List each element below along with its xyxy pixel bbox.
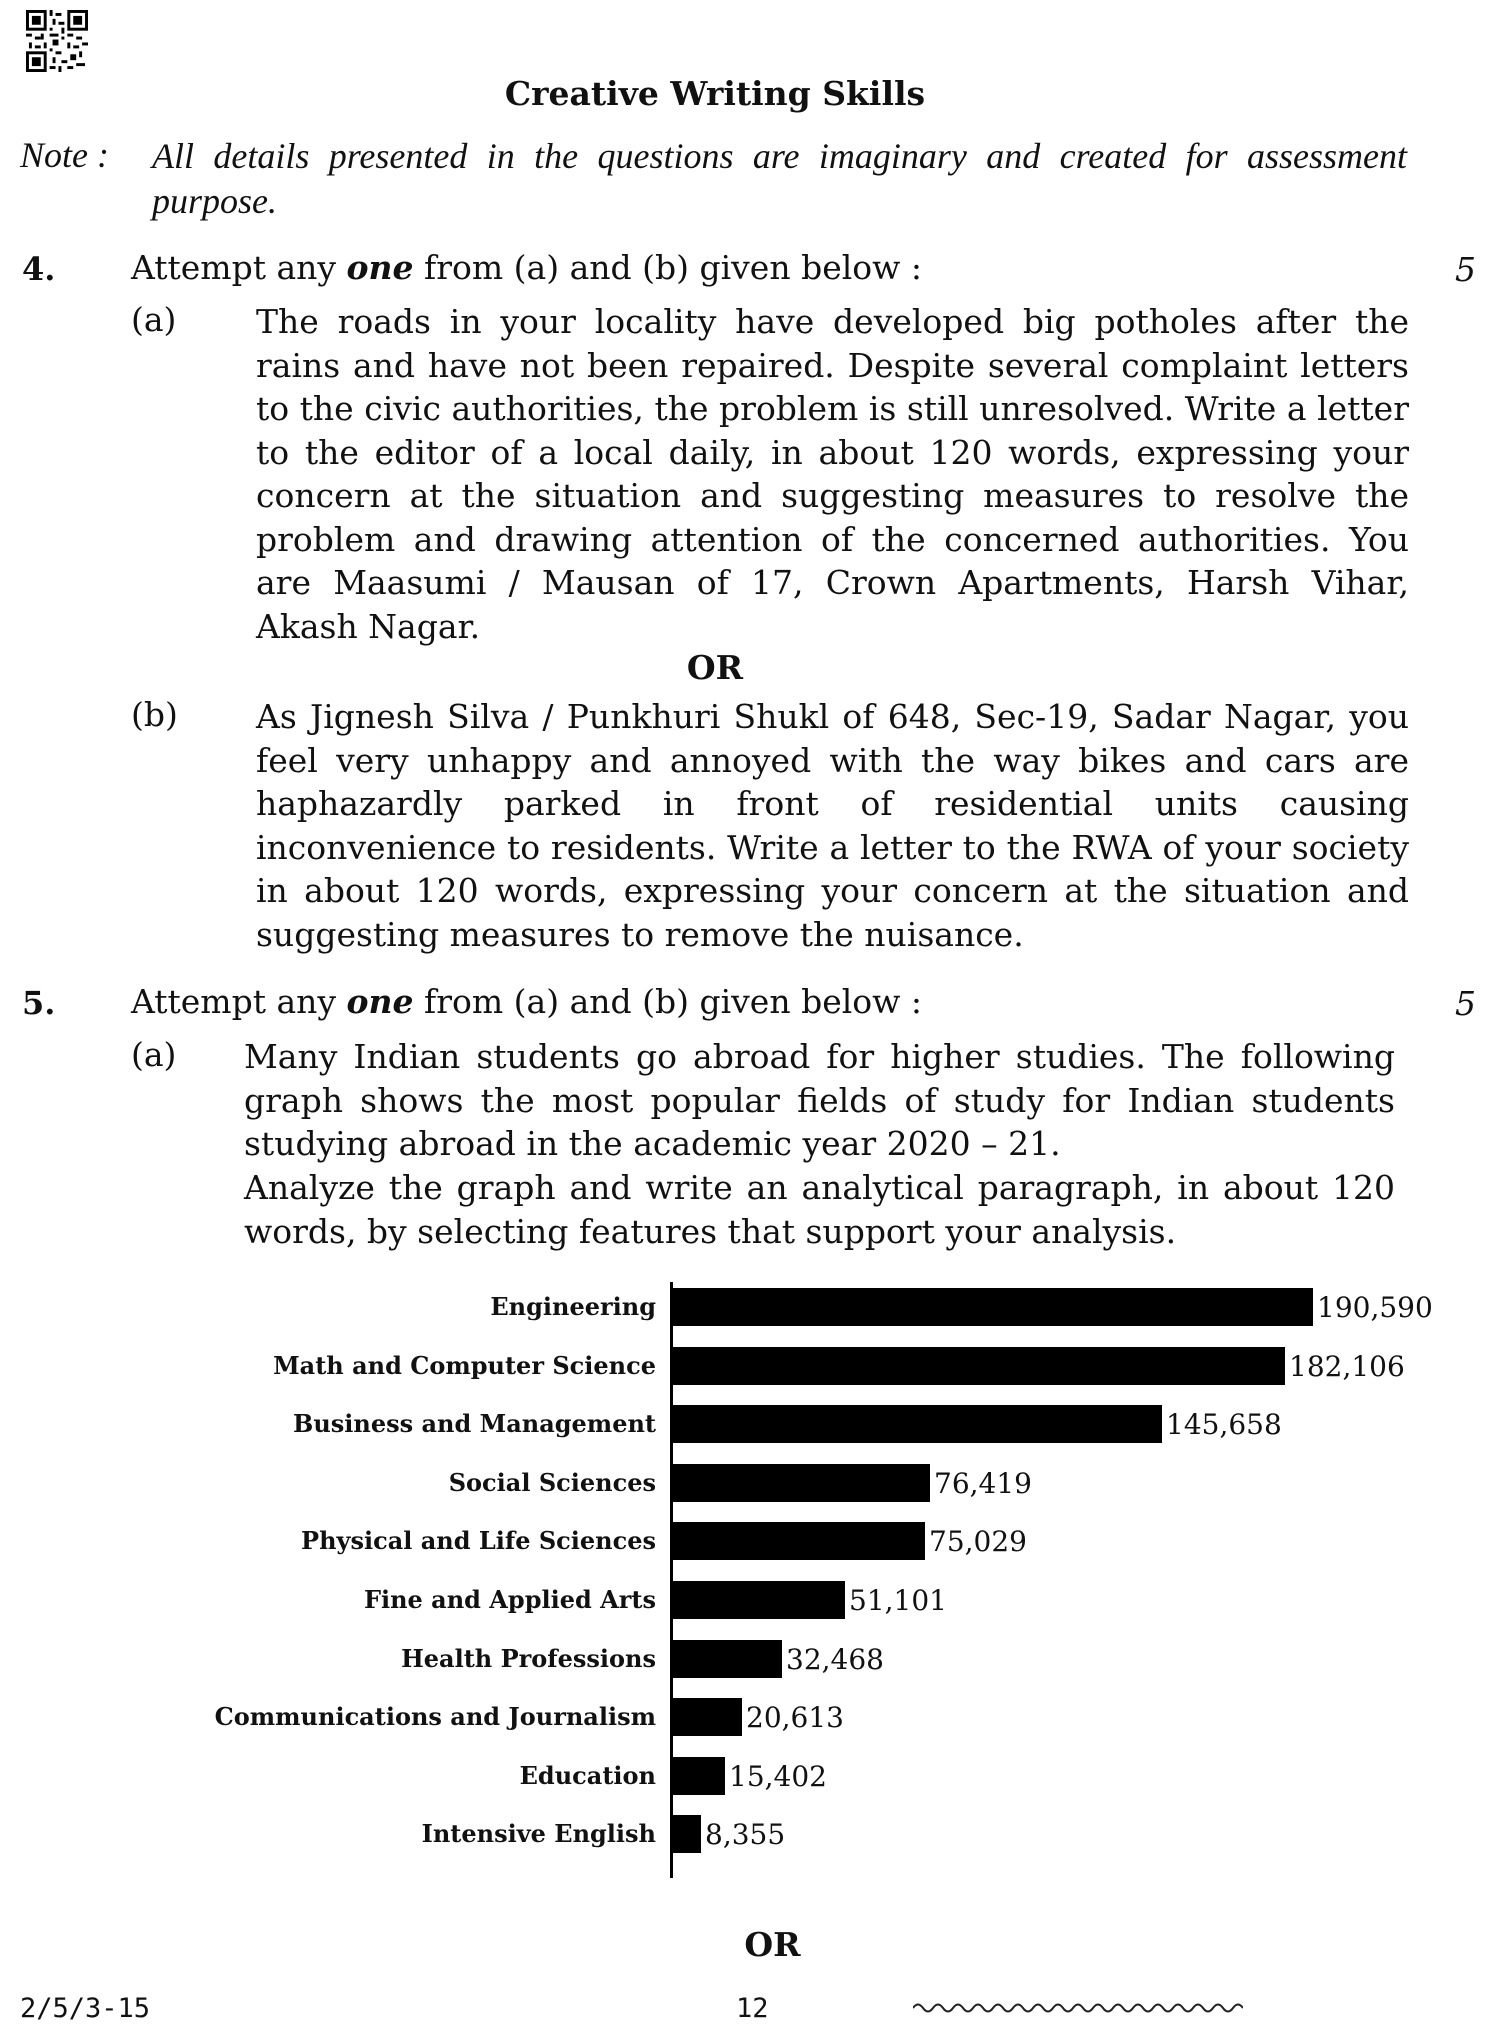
chart-bar bbox=[673, 1464, 930, 1502]
question-5-number: 5. bbox=[22, 984, 56, 1022]
chart-category-label: Intensive English bbox=[421, 1819, 656, 1849]
chart-bar bbox=[673, 1522, 925, 1560]
chart-category-label: Education bbox=[519, 1760, 656, 1790]
chart-bar bbox=[673, 1288, 1313, 1326]
chart-bar bbox=[673, 1757, 725, 1795]
question-4b-text: As Jignesh Silva / Punkhuri Shukl of 648, Sec-19, Sadar Nagar, you feel very unhappy and annoyed with the way bikes and cars are haphazardly parked in front of residential units causing inconvenience to residents. Write a letter to the RWA of your society in about 120 words, expressing your concern at the situation and suggesting measures to remove the nuisance. bbox=[256, 697, 1409, 954]
chart-value-label: 20,613 bbox=[746, 1701, 844, 1735]
question-5-marks: 5 bbox=[1455, 984, 1476, 1023]
chart-category-label: Social Sciences bbox=[448, 1467, 656, 1497]
question-5-instruction: Attempt any one from (a) and (b) given below : bbox=[131, 982, 923, 1021]
chart-value-label: 76,419 bbox=[934, 1466, 1032, 1500]
paper-code: 2/5/3-15 bbox=[20, 1993, 151, 2024]
chart-category-label: Communications and Journalism bbox=[214, 1702, 656, 1732]
section-heading: Creative Writing Skills bbox=[504, 74, 926, 113]
chart-axis-line bbox=[670, 1282, 673, 1878]
chart-value-label: 145,658 bbox=[1166, 1408, 1282, 1442]
question-4b-label: (b) bbox=[131, 695, 178, 734]
question-4-instruction: Attempt any one from (a) and (b) given below : bbox=[131, 248, 923, 287]
qr-code-icon bbox=[26, 10, 88, 72]
chart-category-label: Physical and Life Sciences bbox=[301, 1526, 656, 1556]
question-5a-text-2: Analyze the graph and write an analytical paragraph, in about 120 words, by selecting features that support your analysis. bbox=[244, 1168, 1395, 1251]
chart-bar bbox=[673, 1581, 845, 1619]
chart-bar bbox=[673, 1815, 701, 1853]
chart-category-label: Business and Management bbox=[293, 1409, 656, 1439]
note-text: All details presented in the questions are imaginary and created for assessment purpose. bbox=[152, 136, 1407, 221]
question-5a-label: (a) bbox=[131, 1035, 177, 1074]
chart-bar bbox=[673, 1640, 782, 1678]
chart-value-label: 75,029 bbox=[929, 1525, 1027, 1559]
question-4a-text: The roads in your locality have developed big potholes after the rains and have not been repaired. Despite several complaint letters to the civic authorities, the problem is still unresolved. Write a letter to the editor of a local daily, in about 120 words, expressing your concern at the situation and suggesting measures to resolve the problem and drawing attention of the concerned authorities. You are Maasumi / Mausan of 17, Crown Apartments, Harsh Vihar, Akash Nagar. bbox=[256, 302, 1409, 646]
chart-category-label: Engineering bbox=[490, 1292, 656, 1321]
squiggle-line bbox=[913, 2000, 1243, 2016]
chart-bar bbox=[673, 1405, 1162, 1443]
question-4-or: OR bbox=[686, 648, 744, 687]
chart-value-label: 15,402 bbox=[729, 1759, 827, 1793]
chart-bar bbox=[673, 1347, 1285, 1385]
chart-value-label: 8,355 bbox=[705, 1818, 786, 1852]
question-4-marks: 5 bbox=[1455, 250, 1476, 289]
question-4a-label: (a) bbox=[131, 300, 177, 339]
chart-value-label: 51,101 bbox=[849, 1584, 947, 1617]
chart-category-label: Health Professions bbox=[401, 1643, 656, 1673]
question-5a-text-1: Many Indian students go abroad for higher studies. The following graph shows the most popular fields of study for Indian students studying abroad in the academic year 2020 – 21. bbox=[244, 1037, 1395, 1163]
chart-value-label: 32,468 bbox=[786, 1642, 884, 1676]
question-4-number: 4. bbox=[22, 250, 56, 288]
chart-bar bbox=[673, 1698, 742, 1736]
question-5-or: OR bbox=[744, 1925, 801, 1964]
page-number: 12 bbox=[736, 1993, 769, 2024]
chart-category-label: Math and Computer Science bbox=[273, 1350, 656, 1380]
note-label: Note : bbox=[20, 135, 109, 175]
chart-value-label: 190,590 bbox=[1317, 1291, 1433, 1324]
chart-value-label: 182,106 bbox=[1289, 1349, 1405, 1383]
chart-category-label: Fine and Applied Arts bbox=[363, 1585, 656, 1614]
